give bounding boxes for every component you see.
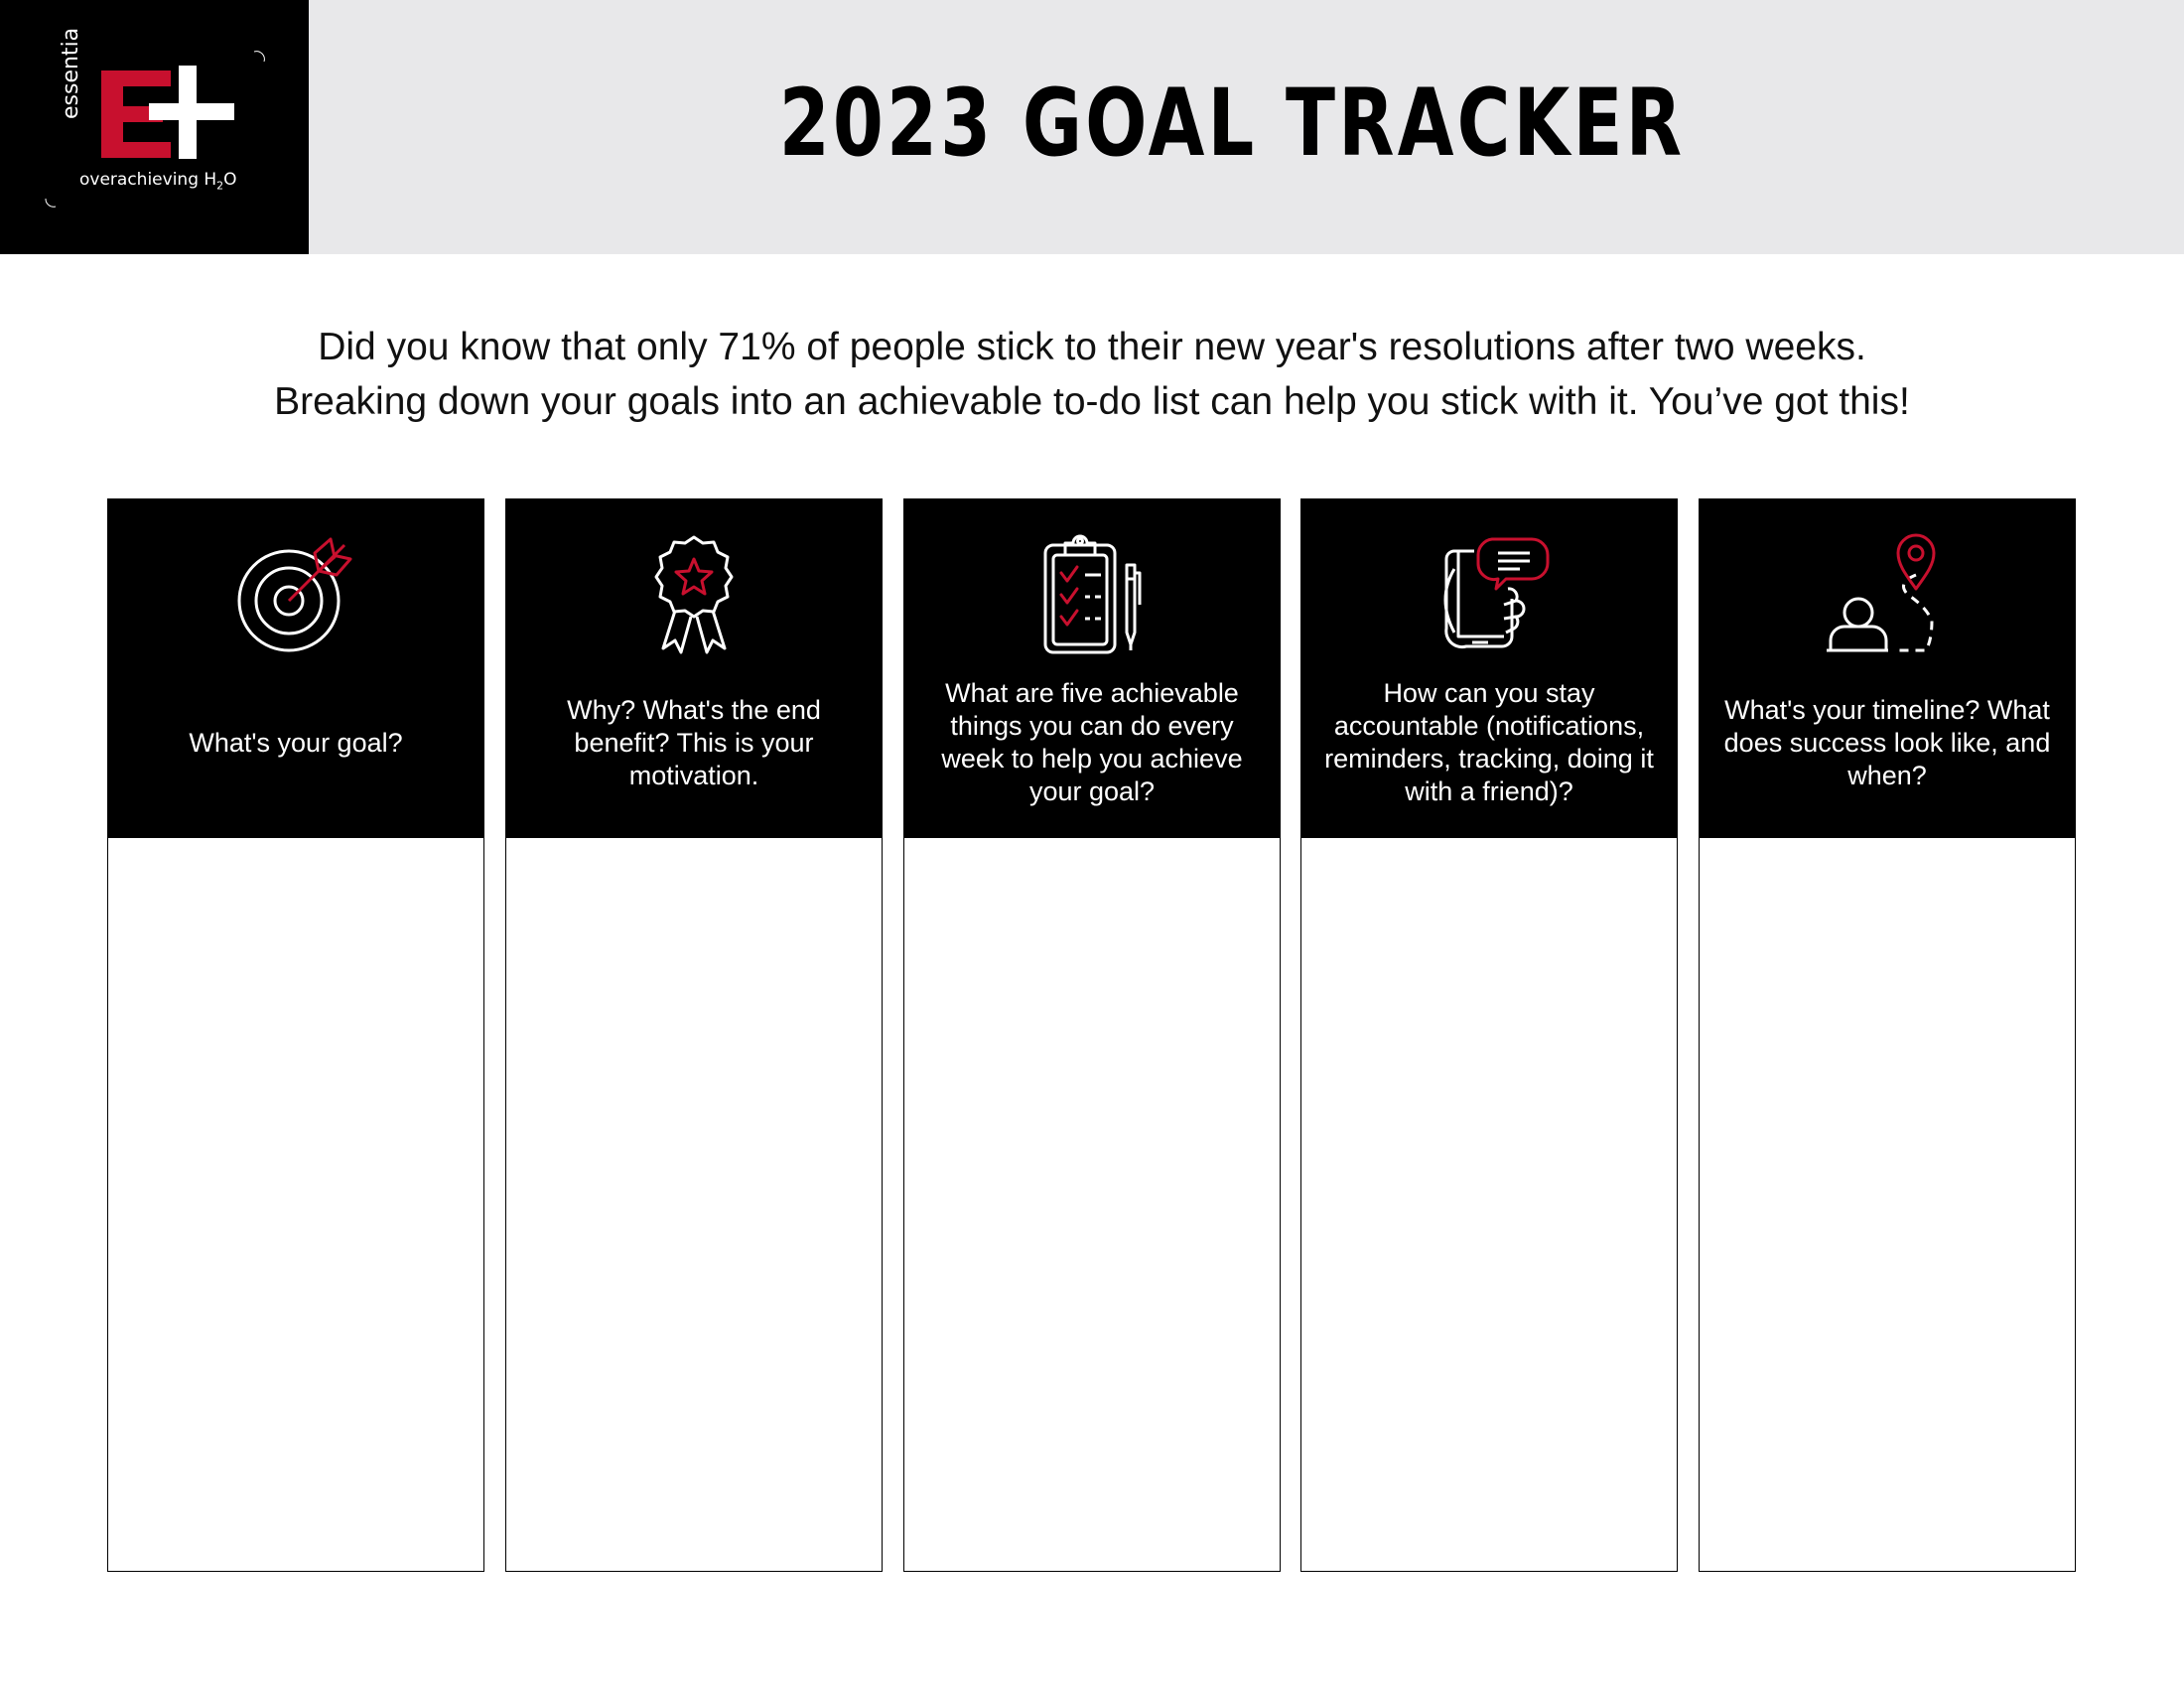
- column-question: What's your goal?: [189, 727, 403, 758]
- phone-chat-icon: [1425, 529, 1554, 658]
- column-accountability: [1300, 498, 1678, 1572]
- column-why: [505, 498, 883, 1572]
- intro-line-1: Did you know that only 71% of people stick to their new year's resolutions after two weeks.: [318, 326, 1866, 368]
- target-icon: [231, 529, 360, 658]
- column-question: What's your timeline? What does success look like, and when?: [1723, 694, 2051, 790]
- column-header: [1301, 499, 1677, 838]
- person-route-icon: [1823, 529, 1952, 658]
- answer-area[interactable]: [904, 838, 1280, 1571]
- column-question: How can you stay accountable (notifications, reminders, tracking, doing it with a friend)?: [1324, 678, 1654, 806]
- answer-area[interactable]: [1301, 838, 1677, 1571]
- column-actions: [903, 498, 1281, 1572]
- column-goal: [107, 498, 484, 1572]
- page-title: 2023 GOAL TRACKER: [778, 69, 1685, 178]
- column-header: [904, 499, 1280, 838]
- answer-area[interactable]: [108, 838, 483, 1571]
- award-ribbon-icon: [629, 529, 758, 658]
- column-question: What are five achievable things you can do every week to help you achieve your goal?: [941, 678, 1243, 806]
- column-header: [1700, 499, 2075, 838]
- column-header: [506, 499, 882, 838]
- answer-area[interactable]: [1700, 838, 2075, 1571]
- column-header: [108, 499, 483, 838]
- column-timeline: [1699, 498, 2076, 1572]
- clipboard-checklist-icon: [1027, 529, 1157, 658]
- answer-area[interactable]: [506, 838, 882, 1571]
- brand-tagline: overachieving $H_2O$: [79, 170, 237, 193]
- brand-wordmark: essentia: [59, 27, 83, 119]
- intro-line-2: Breaking down your goals into an achievable to-do list can help you stick with it. You’ve got this!: [274, 380, 1910, 423]
- column-question: Why? What's the end benefit? This is your motivation.: [567, 694, 821, 790]
